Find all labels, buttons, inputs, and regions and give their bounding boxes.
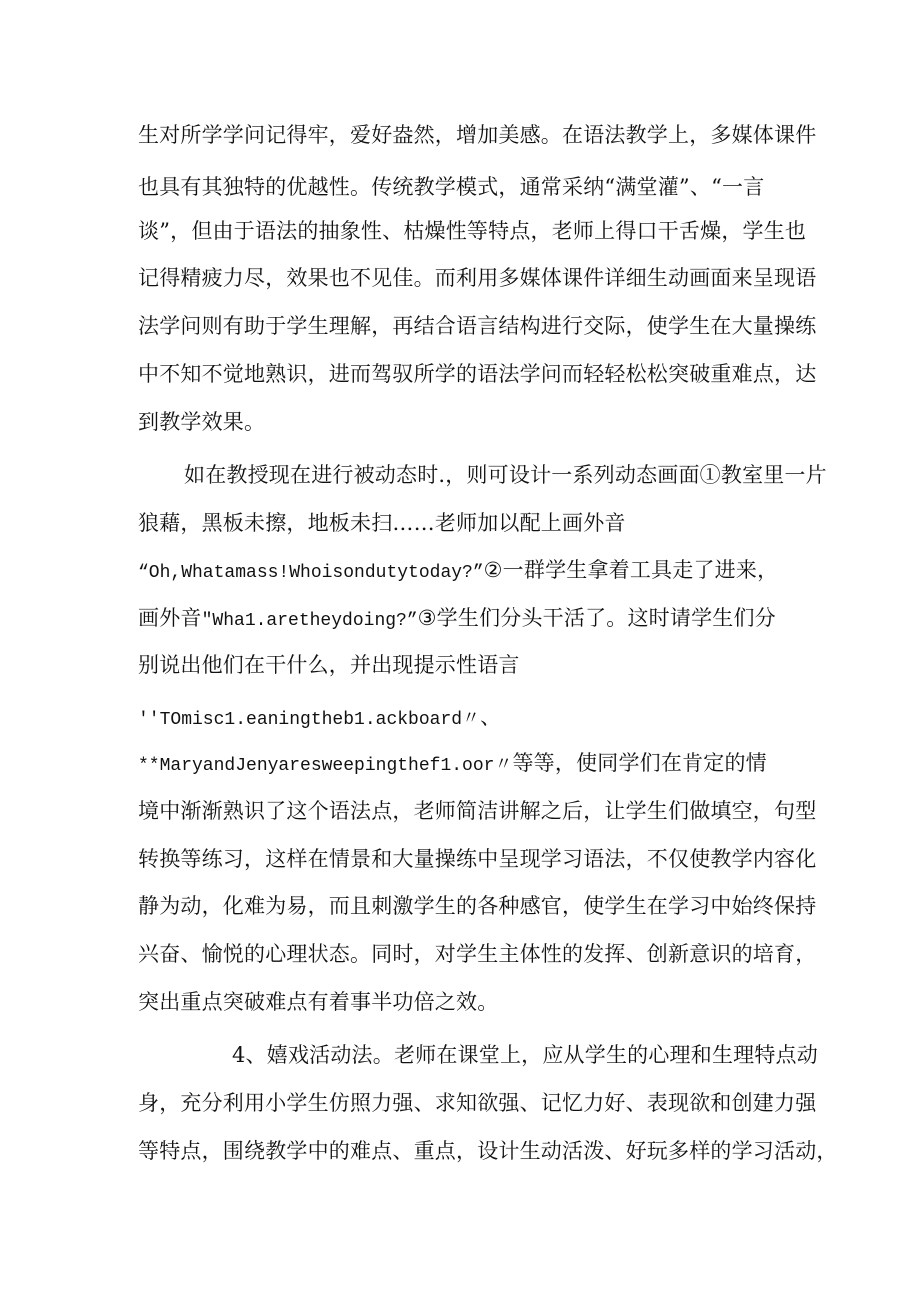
paragraph-2-line-4 <box>138 605 776 634</box>
paragraph-1-line-2: 也具有其独特的优越性。传统教学模式，通常采纳“满堂灌”、“一言 <box>138 175 765 199</box>
paragraph-2-line-4-prefix: 画外音 <box>138 606 202 630</box>
paragraph-2-line-7 <box>138 750 767 779</box>
paragraph-2-line-12: 突出重点突破难点有着事半功倍之效。 <box>138 990 499 1014</box>
paragraph-1-line-6: 中不知不觉地熟识，进而驾驭所学的语法学问而轻轻松松突破重难点，达 <box>138 362 817 386</box>
paragraph-1-line-1: 生对所学学问记得牢，爱好盎然，增加美感。在语法教学上，多媒体课件 <box>138 123 817 147</box>
english-quote-3: ''TOmisc1.eaningtheb1.ackboard〃 <box>138 710 481 730</box>
english-quote-1: “Oh,Whatamass!Whoisondutytoday?” <box>138 563 484 583</box>
paragraph-2-line-3 <box>138 557 778 586</box>
paragraph-3-line-3: 等特点，围绕教学中的难点、重点，设计生动活泼、好玩多样的学习活动， <box>138 1139 838 1163</box>
paragraph-1-line-4: 记得精疲力尽，效果也不见佳。而利用多媒体课件详细生动画面来呈现语 <box>138 266 817 290</box>
paragraph-2-line-2: 狼藉，黑板未擦，地板未扫……老师加以配上画外音 <box>138 511 626 535</box>
paragraph-1-line-3: 谈”，但由于语法的抽象性、枯燥性等特点，老师上得口干舌燥，学生也 <box>138 219 807 243</box>
paragraph-3-line-2: 身，充分利用小学生仿照力强、求知欲强、记忆力好、表现欲和创建力强 <box>138 1091 817 1115</box>
paragraph-2-line-3-text: ②一群学生拿着工具走了进来， <box>483 558 779 582</box>
paragraph-2-line-1: 如在教授现在进行被动态时.，则可设计一系列动态画面①教室里一片 <box>184 463 827 487</box>
paragraph-1-line-7: 到教学效果。 <box>138 410 266 434</box>
paragraph-2-line-10: 静为动，化难为易，而且刺激学生的各种感官，使学生在学习中始终保持 <box>138 894 817 918</box>
english-quote-4: **MaryandJenyaresweepingthef1.oor〃 <box>138 756 513 776</box>
english-quote-2: "Wha1.aretheydoing?” <box>201 611 418 631</box>
paragraph-2-line-4-text: ③学生们分头干活了。这时请学生们分 <box>417 606 776 630</box>
paragraph-2-line-6-text: 、 <box>480 705 502 729</box>
paragraph-2-line-11: 兴奋、愉悦的心理状态。同时，对学生主体性的发挥、创新意识的培育， <box>138 942 817 966</box>
paragraph-2-line-6 <box>138 704 501 733</box>
paragraph-2-line-5: 别说出他们在干什么，并出现提示性语言 <box>138 653 520 677</box>
paragraph-2-line-9: 转换等练习，这样在情景和大量操练中呈现学习语法，不仅使教学内容化 <box>138 847 817 871</box>
paragraph-2-line-8: 境中渐渐熟识了这个语法点，老师简洁讲解之后，让学生们做填空，句型 <box>138 799 817 823</box>
paragraph-1-line-5: 法学问则有助于学生理解，再结合语言结构进行交际，使学生在大量操练 <box>138 314 817 338</box>
paragraph-3-line-1: 4、嬉戏活动法。老师在课堂上，应从学生的心理和生理特点动 <box>232 1043 818 1067</box>
paragraph-2-line-7-text: 等等，使同学们在肯定的情 <box>512 751 767 775</box>
